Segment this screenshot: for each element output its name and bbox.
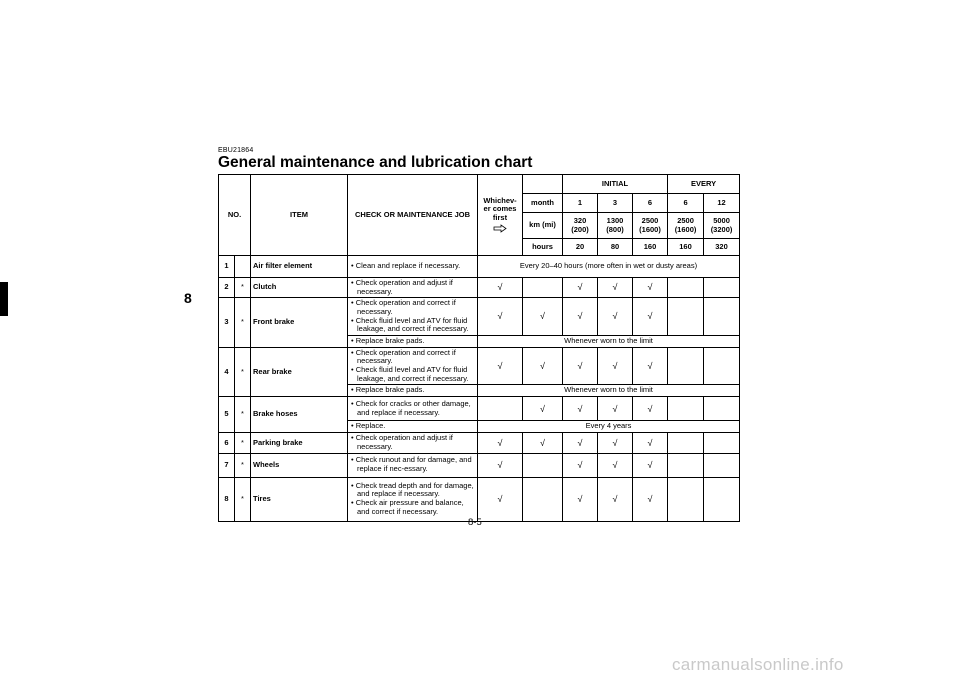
row-item: Brake hoses <box>251 397 348 433</box>
check-empty <box>704 278 740 298</box>
km-value: 5000 (3200) <box>704 213 740 239</box>
check-mark: √ <box>523 347 563 385</box>
row-job: • Check operation and adjust if necessary. <box>348 278 478 298</box>
header-no: NO. <box>219 175 251 256</box>
check-mark: √ <box>633 347 668 385</box>
row-job: • Replace brake pads. <box>348 335 478 347</box>
check-empty <box>668 278 704 298</box>
month-value: 6 <box>633 194 668 213</box>
row-number: 8 <box>219 477 235 521</box>
row-star-mark: * <box>235 453 251 477</box>
check-mark: √ <box>598 433 633 453</box>
row-job: • Check runout and for damage, and replace if nec-essary. <box>348 453 478 477</box>
check-mark: √ <box>633 278 668 298</box>
km-value: 320 (200) <box>563 213 598 239</box>
document-code: EBU21864 <box>218 147 254 154</box>
watermark: carmanualsonline.info <box>672 655 844 674</box>
check-empty <box>668 298 704 336</box>
row-interval-text: Every 20–40 hours (more often in wet or dusty areas) <box>478 256 740 278</box>
table-row <box>219 278 740 298</box>
row-item: Clutch <box>251 278 348 298</box>
km-value: 2500 (1600) <box>668 213 704 239</box>
check-empty <box>704 477 740 521</box>
row-star-mark: * <box>235 278 251 298</box>
hours-value: 20 <box>563 239 598 256</box>
row-job: • Check tread depth and for damage, and replace if necessary. • Check air pressure and balance, and correct if necessary. <box>348 477 478 521</box>
row-star-mark: * <box>235 433 251 453</box>
chapter-tab-bar <box>0 282 8 316</box>
page-title: General maintenance and lubrication chart <box>218 154 533 171</box>
check-mark: √ <box>563 347 598 385</box>
row-number: 4 <box>219 347 235 397</box>
check-mark: √ <box>478 477 523 521</box>
row-job: • Check operation and adjust if necessary. <box>348 433 478 453</box>
km-value: 2500 (1600) <box>633 213 668 239</box>
check-mark: √ <box>633 433 668 453</box>
check-empty <box>478 397 523 421</box>
check-mark: √ <box>563 397 598 421</box>
row-interval-text: Whenever worn to the limit <box>478 335 740 347</box>
row-job: • Check operation and correct if necessary. • Check fluid level and ATV for fluid leakage, and correct if necessary. <box>348 347 478 385</box>
row-star-mark: * <box>235 298 251 348</box>
check-empty <box>704 298 740 336</box>
month-value: 1 <box>563 194 598 213</box>
check-empty <box>668 453 704 477</box>
row-item: Tires <box>251 477 348 521</box>
row-item: Front brake <box>251 298 348 348</box>
row-job: • Replace. <box>348 421 478 433</box>
check-mark: √ <box>633 453 668 477</box>
header-whichever <box>478 175 523 256</box>
header-initial: INITIAL <box>563 175 668 194</box>
maintenance-chart-table <box>218 174 740 522</box>
header-blank <box>523 175 563 194</box>
check-empty <box>704 397 740 421</box>
check-mark: √ <box>523 397 563 421</box>
header-whichever-label: Whichev-er comes first <box>483 195 517 222</box>
row-number: 5 <box>219 397 235 433</box>
row-star-mark: * <box>235 477 251 521</box>
table-header-row-1 <box>219 175 740 194</box>
row-star-mark: * <box>235 397 251 433</box>
check-mark: √ <box>478 433 523 453</box>
check-mark: √ <box>478 453 523 477</box>
table-row <box>219 433 740 453</box>
row-item: Wheels <box>251 453 348 477</box>
check-mark: √ <box>633 477 668 521</box>
month-value: 3 <box>598 194 633 213</box>
header-every: EVERY <box>668 175 740 194</box>
hours-value: 160 <box>633 239 668 256</box>
table-row <box>219 347 740 385</box>
check-mark: √ <box>633 298 668 336</box>
check-mark: √ <box>598 278 633 298</box>
row-job: • Check operation and correct if necessary. • Check fluid level and ATV for fluid leakage, and correct if necessary. <box>348 298 478 336</box>
check-empty <box>668 347 704 385</box>
check-empty <box>668 397 704 421</box>
row-item: Parking brake <box>251 433 348 453</box>
check-empty <box>523 477 563 521</box>
hours-value: 160 <box>668 239 704 256</box>
header-month-label: month <box>523 194 563 213</box>
check-empty <box>523 278 563 298</box>
row-job: • Check for cracks or other damage, and replace if necessary. <box>348 397 478 421</box>
row-number: 1 <box>219 256 235 278</box>
check-mark: √ <box>598 477 633 521</box>
table-row <box>219 453 740 477</box>
row-interval-text: Whenever worn to the limit <box>478 385 740 397</box>
check-empty <box>704 433 740 453</box>
row-job <box>348 256 478 278</box>
row-job: • Replace brake pads. <box>348 385 478 397</box>
month-value: 6 <box>668 194 704 213</box>
row-interval-text: Every 4 years <box>478 421 740 433</box>
row-number: 6 <box>219 433 235 453</box>
header-check-job: CHECK OR MAINTENANCE JOB <box>348 175 478 256</box>
row-star-mark: * <box>235 347 251 397</box>
check-mark: √ <box>478 298 523 336</box>
check-mark: √ <box>598 298 633 336</box>
row-number: 7 <box>219 453 235 477</box>
check-mark: √ <box>523 433 563 453</box>
check-mark: √ <box>598 453 633 477</box>
check-mark: √ <box>478 347 523 385</box>
row-item: Rear brake <box>251 347 348 397</box>
chapter-tab-number: 8 <box>184 290 192 306</box>
hours-value: 320 <box>704 239 740 256</box>
check-empty <box>523 453 563 477</box>
row-number: 2 <box>219 278 235 298</box>
header-km-label: km (mi) <box>523 213 563 239</box>
check-mark: √ <box>563 453 598 477</box>
check-mark: √ <box>633 397 668 421</box>
check-mark: √ <box>598 347 633 385</box>
check-mark: √ <box>563 433 598 453</box>
check-mark: √ <box>598 397 633 421</box>
right-arrow-icon <box>493 224 507 233</box>
check-empty <box>704 453 740 477</box>
header-item: ITEM <box>251 175 348 256</box>
check-mark: √ <box>563 477 598 521</box>
check-empty <box>668 477 704 521</box>
month-value: 12 <box>704 194 740 213</box>
table-row <box>219 256 740 278</box>
check-empty <box>668 433 704 453</box>
check-mark: √ <box>523 298 563 336</box>
table-row <box>219 397 740 421</box>
job-bullet: • Clean and replace if necessary. <box>351 261 461 271</box>
table-row <box>219 298 740 336</box>
check-mark: √ <box>563 298 598 336</box>
table-row <box>219 477 740 521</box>
page-number: 8-5 <box>468 517 482 528</box>
header-hours-label: hours <box>523 239 563 256</box>
row-item: Air filter element <box>251 256 348 278</box>
check-mark: √ <box>563 278 598 298</box>
check-mark: √ <box>478 278 523 298</box>
row-star-mark <box>235 256 251 278</box>
row-number: 3 <box>219 298 235 348</box>
hours-value: 80 <box>598 239 633 256</box>
km-value: 1300 (800) <box>598 213 633 239</box>
check-empty <box>704 347 740 385</box>
